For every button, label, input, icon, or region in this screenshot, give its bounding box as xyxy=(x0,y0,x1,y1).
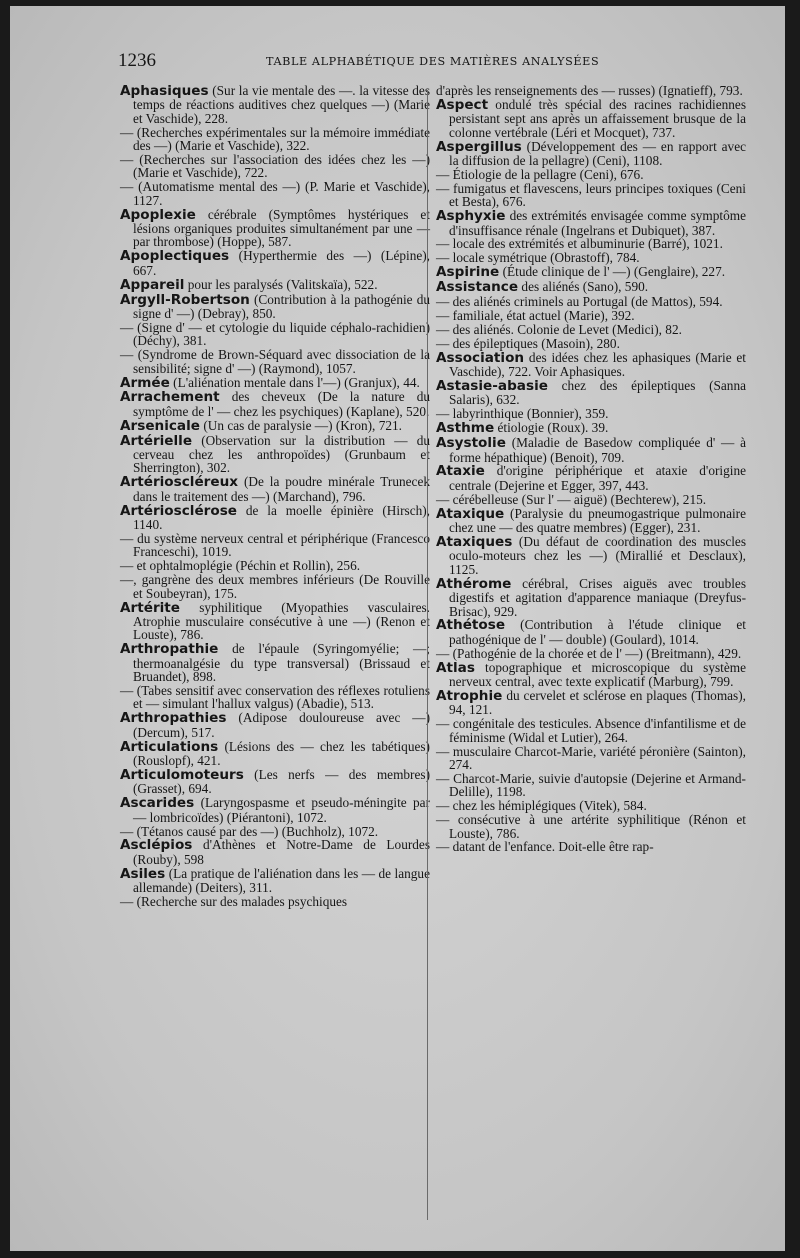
index-entry xyxy=(120,376,430,390)
entry-text: cérébrale (Symptômes hystériques et lésions organiques produites simultanément par une — par thrombose) (Hoppe), 587. xyxy=(133,206,430,250)
index-entry xyxy=(436,507,746,535)
entry-headword: Artérite xyxy=(120,599,181,616)
entry-text: — et ophtalmoplégie (Péchin et Rollin), 256. xyxy=(120,558,361,574)
index-entry xyxy=(436,265,746,279)
index-entry xyxy=(436,577,746,618)
index-entry xyxy=(436,168,746,181)
entry-text: des cheveux (De la nature du symptôme de l' — chez les psychiques) (Kaplane), 520. xyxy=(133,389,431,419)
entry-text: — (Pathogénie de la chorée et de l' —) (Breitmann), 429. xyxy=(436,645,742,661)
index-entry xyxy=(436,647,746,660)
entry-text: — (Recherche sur des malades psychiques xyxy=(120,894,348,910)
entry-headword: Assistance xyxy=(436,279,519,296)
entry-text: — locale symétrique (Obrastoff), 784. xyxy=(436,250,640,266)
index-entry xyxy=(436,251,746,264)
entry-text: (L'aliénation mentale dans l'—) (Granjux), 44. xyxy=(173,374,420,390)
entry-text: pour les paralysés (Valitskaïa), 522. xyxy=(187,276,378,292)
entry-headword: Apoplectiques xyxy=(120,248,230,265)
entry-text: (Adipose douloureuse avec —) (Dercum), 517. xyxy=(133,710,430,740)
entry-text: — congénitale des testicules. Absence d'infantilisme et de féminisme (Widal et Lutier), 264. xyxy=(436,716,746,745)
entry-text: — chez les hémiplégiques (Vitek), 584. xyxy=(436,798,647,814)
index-entry xyxy=(436,280,746,294)
index-entry xyxy=(120,153,430,180)
entry-text: — (Recherches expérimentales sur la mémoire immédiate des —) (Marie et Vaschide), 322. xyxy=(120,124,430,154)
entry-headword: Arthropathies xyxy=(120,710,227,727)
entry-headword: Asthme xyxy=(436,420,495,437)
index-entry xyxy=(120,559,430,572)
index-entry xyxy=(120,475,430,503)
document-page xyxy=(10,6,785,1251)
index-entry xyxy=(120,249,430,277)
entry-text: de l'épaule (Syringomyélie; —; thermoanalgésie du type transversal) (Brissaud et Bruandet), 898. xyxy=(133,641,431,685)
entry-text: (Maladie de Basedow compliquée d' — à forme hépathique) (Benoit), 709. xyxy=(449,435,747,465)
entry-text: — des épileptiques (Masoin), 280. xyxy=(436,335,620,351)
index-entry xyxy=(436,407,746,420)
index-entry xyxy=(120,208,430,249)
entry-text: d'origine périphérique et ataxie d'origine centrale (Dejerine et Egger, 397, 443. xyxy=(449,463,746,493)
entry-text: syphilitique (Myopathies vasculaires. Atrophie musculaire consécutive à une —) (Renon et Louste), 786. xyxy=(133,599,431,643)
entry-text: ondulé très spécial des racines rachidiennes persistant sept ans après un affaissement brusque de la colonne vertébrale (Léri et Mocquet), 737. xyxy=(449,96,746,140)
entry-text: — (Syndrome de Brown-Séquard avec dissociation de la sensibilité; signe d' —) (Raymond), 1057. xyxy=(120,347,430,376)
index-entry xyxy=(436,745,746,772)
index-entry xyxy=(436,140,746,168)
entry-headword: Appareil xyxy=(120,276,185,293)
entry-text: (Développement des — en rapport avec la diffusion de la pellagre) (Ceni), 1108. xyxy=(449,138,746,169)
index-entry xyxy=(120,825,430,838)
entry-text: des idées chez les aphasiques (Marie et Vaschide), 722. Voir Aphasiques. xyxy=(449,349,747,380)
index-entry xyxy=(436,182,746,209)
entry-text: (Contribution à la pathogénie du signe d' —) (Debray), 850. xyxy=(133,291,430,321)
entry-text: (Hyperthermie des —) (Lépine), 667. xyxy=(133,248,430,278)
entry-text: chez des épileptiques (Sanna Salaris), 632. xyxy=(449,378,746,408)
entry-text: — fumigatus et flavescens, leurs principes toxiques (Ceni et Besta), 676. xyxy=(436,180,746,210)
page-number: 1236 xyxy=(118,50,156,71)
index-entry xyxy=(436,309,746,322)
index-entry xyxy=(120,321,430,348)
entry-headword: Athétose xyxy=(436,617,506,634)
entry-text: — (Automatisme mental des —) (P. Marie et Vaschide), 1127. xyxy=(120,179,430,208)
index-entry xyxy=(436,661,746,689)
entry-headword: Aspirine xyxy=(436,264,500,281)
entry-text: — musculaire Charcot-Marie, variété péronière (Sainton), 274. xyxy=(436,743,746,772)
index-entry xyxy=(436,493,746,506)
index-entry xyxy=(436,351,746,379)
entry-headword: Atrophie xyxy=(436,687,503,704)
index-entry xyxy=(436,98,746,139)
entry-text: (Lésions des — chez les tabétiques) (Rouslopf), 421. xyxy=(133,738,430,768)
entry-text: — Charcot-Marie, suivie d'autopsie (Dejerine et Armand-Delille), 1198. xyxy=(436,770,746,800)
entry-text: — du système nerveux central et périphérique (Francesco Franceschi), 1019. xyxy=(120,531,430,560)
entry-text: — (Tétanos causé par des —) (Buchholz), 1072. xyxy=(120,823,379,839)
entry-headword: Arrachement xyxy=(120,389,220,406)
entry-headword: Articulations xyxy=(120,738,219,755)
entry-headword: Ataxique xyxy=(436,505,505,522)
page-header xyxy=(118,50,718,74)
index-entry xyxy=(120,740,430,768)
index-entry xyxy=(120,126,430,153)
index-entry xyxy=(120,573,430,600)
entry-text: (Paralysie du pneumogastrique pulmonaire chez une — des quatre membres) (Egger), 231. xyxy=(449,505,747,536)
entry-headword: Artérioscléreux xyxy=(120,474,239,491)
index-entry xyxy=(436,464,746,492)
index-entry xyxy=(120,768,430,796)
index-entry xyxy=(436,799,746,812)
entry-text: (Laryngospasme et pseudo-méningite par — lombricoïdes) (Piérantoni), 1072. xyxy=(133,795,431,825)
index-entry xyxy=(436,689,746,717)
entry-headword: Aspect xyxy=(436,96,489,113)
index-entry xyxy=(120,390,430,418)
index-entry xyxy=(120,684,430,711)
index-entry xyxy=(436,772,746,799)
entry-text: topographique et microscopique du système nerveux central, avec texte explicatif (Marburg), 799. xyxy=(449,659,746,690)
index-entry xyxy=(120,532,430,559)
entry-text: (Étude clinique de l' —) (Genglaire), 227. xyxy=(502,264,726,280)
index-entry xyxy=(436,237,746,250)
index-entry xyxy=(436,813,746,840)
index-entry xyxy=(436,337,746,350)
entry-text: — (Signe d' — et cytologie du liquide céphalo-rachidien) (Déchy), 381. xyxy=(120,319,430,349)
index-entry xyxy=(436,84,746,97)
index-entry xyxy=(436,717,746,744)
entry-text: — (Tabes sensitif avec conservation des réflexes rotuliens et — simulant l'hallux valgus) (Abadie), 513. xyxy=(120,682,430,712)
entry-text: (Un cas de paralysie —) (Kron), 721. xyxy=(203,417,402,433)
entry-headword: Astasie-abasie xyxy=(436,378,548,395)
entry-headword: Asclépios xyxy=(120,837,193,854)
entry-text: (Contribution à l'étude clinique et pathogénique de l' — double) (Goulard), 1014. xyxy=(449,617,746,647)
entry-text: — cérébelleuse (Sur l' — aiguë) (Bechterew), 215. xyxy=(436,491,707,507)
entry-text: —, gangrène des deux membres inférieurs (De Rouville et Soubeyran), 175. xyxy=(120,572,430,601)
entry-text: des extrémités envisagée comme symptôme d'insuffisance rénale (Ingelrans et Dubiquet), 387. xyxy=(449,208,746,238)
index-entry xyxy=(120,348,430,375)
entry-headword: Artériosclérose xyxy=(120,502,238,519)
index-entry xyxy=(436,295,746,308)
index-entry xyxy=(436,421,746,435)
column-divider xyxy=(427,90,428,1220)
entry-text: des aliénés (Sano), 590. xyxy=(521,279,649,295)
entry-headword: Asiles xyxy=(120,865,166,882)
entry-headword: Ascarides xyxy=(120,795,195,812)
entry-text: (Les nerfs — des membres) (Grasset), 694. xyxy=(133,766,430,797)
index-entry xyxy=(120,180,430,207)
entry-text: (La pratique de l'aliénation dans les — de langue allemande) (Deiters), 311. xyxy=(133,865,430,896)
index-entry xyxy=(120,796,430,824)
entry-headword: Aphasiques xyxy=(120,83,209,99)
entry-text: de la moelle épinière (Hirsch), 1140. xyxy=(133,502,431,533)
entry-headword: Artérielle xyxy=(120,432,193,449)
entry-text: (Observation sur la distribution — du cerveau chez les anthropoïdes) (Grunbaum et Sherrington), 302. xyxy=(133,432,430,476)
entry-headword: Association xyxy=(436,349,525,366)
entry-headword: Apoplexie xyxy=(120,206,196,223)
entry-text: (Du défaut de coordination des muscles oculo-moteurs chez les —) (Mirallié et Desclaux), 1125. xyxy=(449,534,747,577)
entry-text: du cervelet et sclérose en plaques (Thomas), 94, 121. xyxy=(449,687,746,718)
entry-text: — datant de l'enfance. Doit-elle être rap- xyxy=(436,839,654,855)
entry-headword: Armée xyxy=(120,374,170,391)
entry-text: — consécutive à une artérite syphilitique (Rénon et Louste), 786. xyxy=(436,812,746,841)
entry-text: — des aliénés criminels au Portugal (de Mattos), 594. xyxy=(436,294,723,310)
index-entry xyxy=(436,436,746,464)
entry-text: cérébral, Crises aiguës avec troubles digestifs et agitation d'apparence maniaque (Dreyfus-Brisac), 929. xyxy=(449,575,746,619)
entry-headword: Argyll-Robertson xyxy=(120,291,250,308)
entry-text: — familiale, état actuel (Marie), 392. xyxy=(436,308,635,323)
index-entry xyxy=(120,278,430,292)
index-entry xyxy=(436,535,746,576)
entry-headword: Arthropathie xyxy=(120,641,219,658)
index-entry xyxy=(120,642,430,683)
entry-text: — labyrinthique (Bonnier), 359. xyxy=(436,406,609,422)
index-entry xyxy=(436,840,746,853)
entry-headword: Arsenicale xyxy=(120,417,200,434)
entry-text: — locale des extrémités et albuminurie (Barré), 1021. xyxy=(436,236,723,252)
index-entry xyxy=(120,867,430,895)
index-entry xyxy=(120,711,430,739)
index-entry xyxy=(436,618,746,646)
entry-headword: Atlas xyxy=(436,659,475,676)
index-entry xyxy=(120,895,430,908)
index-entry xyxy=(120,434,430,475)
entry-text: d'après les renseignements des — russes) (Ignatieff), 793. xyxy=(436,83,743,98)
entry-text: étiologie (Roux). 39. xyxy=(497,420,609,436)
entry-headword: Asphyxie xyxy=(436,208,506,225)
index-entry xyxy=(436,379,746,407)
entry-headword: Ataxiques xyxy=(436,534,513,550)
entry-text: — (Recherches sur l'association des idées chez les —) (Marie et Vaschide), 722. xyxy=(120,152,430,181)
entry-headword: Athérome xyxy=(436,575,512,592)
entry-text: d'Athènes et Notre-Dame de Lourdes (Rouby), 598 xyxy=(133,837,430,867)
running-title: TABLE ALPHABÉTIQUE DES MATIÈRES ANALYSÉES xyxy=(266,55,600,68)
index-entry xyxy=(120,838,430,866)
index-entry xyxy=(120,293,430,321)
entry-headword: Aspergillus xyxy=(436,138,522,155)
index-entry xyxy=(120,84,430,125)
index-entry xyxy=(436,323,746,336)
index-entry xyxy=(436,209,746,237)
index-column-right xyxy=(436,84,746,854)
entry-text: (De la poudre minérale Trunecek dans le traitement des —) (Marchand), 796. xyxy=(133,474,430,504)
entry-headword: Articulomoteurs xyxy=(120,766,244,783)
entry-text: — Étiologie de la pellagre (Ceni), 676. xyxy=(436,166,644,182)
entry-headword: Ataxie xyxy=(436,463,485,480)
entry-headword: Asystolie xyxy=(436,435,506,452)
index-entry xyxy=(120,601,430,642)
index-entry xyxy=(120,419,430,433)
index-column-left xyxy=(120,84,430,909)
index-entry xyxy=(120,504,430,532)
entry-text: (Sur la vie mentale des —. la vitesse des temps de réactions auditives chez quelques —) (Marie et Vaschide), 228. xyxy=(133,83,430,126)
entry-text: — des aliénés. Colonie de Levet (Medici), 82. xyxy=(436,321,682,337)
